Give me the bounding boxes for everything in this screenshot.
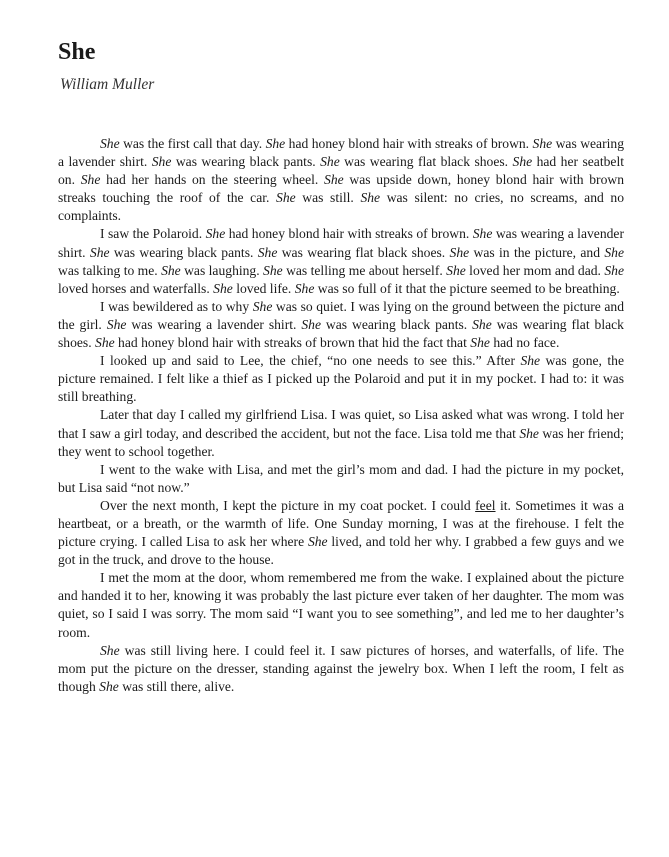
italic-text: She — [604, 244, 624, 260]
text-run: was gone, the picture remained. I felt like a thief as I picked up the Polaroid and put it in my pocket. I had to: it was still breathing. — [58, 353, 624, 405]
italic-text: She — [446, 262, 466, 278]
italic-text: She — [252, 298, 273, 314]
italic-text: She — [449, 244, 470, 260]
italic-text: She — [99, 678, 119, 694]
text-run: was still living here. I could feel it. I saw pictures of horses, and waterfalls, of life. The mom put the picture on the dresser, standing against the jewelry box. When I left the room, I felt as though — [58, 642, 624, 694]
text-run: loved her mom and dad. — [465, 262, 605, 278]
text-run: was upside down, honey blond hair with brown streaks touching the roof of the car. — [58, 172, 624, 206]
italic-text: She — [360, 190, 381, 206]
text-run: I saw the Polaroid. — [100, 226, 206, 242]
text-run: was the first call that day. — [119, 136, 266, 151]
text-run: Later that day I called my girlfriend Lisa. I was quiet, so Lisa asked what was wrong. I told her that I saw a girl today, and described the accident, but not the face. Lisa told me that — [58, 407, 624, 441]
paragraph — [58, 461, 624, 497]
italic-text: She — [307, 534, 328, 550]
italic-text: She — [151, 154, 172, 170]
text-run: had her hands on the steering wheel. — [100, 172, 325, 188]
text-run: was wearing a lavender shirt. — [58, 226, 624, 260]
paragraph — [58, 497, 624, 569]
italic-text: She — [205, 226, 226, 242]
text-run: was talking to me. — [58, 262, 162, 278]
text-run: was silent: no cries, no screams, and no complaints. — [58, 190, 624, 224]
author-byline: William Muller — [60, 76, 155, 93]
underlined-text: feel — [475, 497, 496, 513]
italic-text: She — [604, 262, 624, 278]
text-run: loved life. — [232, 280, 295, 296]
text-run: was still. — [295, 190, 361, 206]
text-run: was laughing. — [180, 262, 264, 278]
italic-text: She — [320, 154, 340, 170]
text-run: I looked up and said to Lee, the chief, “no one needs to see this.” After — [100, 353, 521, 369]
italic-text: She — [301, 316, 321, 332]
italic-text: She — [324, 172, 344, 188]
text-run: was wearing flat black shoes. — [339, 154, 513, 170]
paragraph — [58, 225, 624, 297]
text-run: loved horses and waterfalls. — [58, 280, 214, 296]
text-run: was telling me about herself. — [282, 262, 447, 278]
paragraph — [58, 298, 624, 352]
italic-text: She — [472, 226, 493, 242]
text-run: was wearing a lavender shirt. — [126, 316, 302, 332]
italic-text: She — [276, 190, 296, 206]
text-run: was so full of it that the picture seemed to be breathing. — [314, 280, 620, 296]
story-body — [58, 135, 624, 696]
text-run: was wearing black pants. — [109, 244, 258, 260]
italic-text: She — [100, 136, 120, 151]
text-run: was so quiet. I was lying on the ground between the picture and the girl. — [58, 298, 624, 332]
italic-text: She — [257, 244, 278, 260]
paragraph — [58, 352, 624, 406]
text-run: had honey blond hair with streaks of brown. — [285, 136, 533, 151]
italic-text: She — [265, 136, 286, 151]
paragraph — [58, 569, 624, 641]
paragraph — [58, 406, 624, 460]
document-title: She — [58, 39, 96, 65]
text-run: was still there, alive. — [118, 678, 235, 694]
text-run: had her seatbelt on. — [58, 154, 625, 188]
italic-text: She — [532, 136, 553, 151]
italic-text: She — [161, 262, 181, 278]
text-run: was in the picture, and — [469, 244, 605, 260]
italic-text: She — [100, 642, 120, 658]
italic-text: She — [520, 353, 541, 369]
text-run: had honey blond hair with streaks of brown that hid the fact that — [114, 335, 471, 351]
italic-text: She — [89, 244, 110, 260]
italic-text: She — [263, 262, 283, 278]
italic-text: She — [519, 425, 539, 441]
italic-text: She — [106, 316, 127, 332]
text-run: was wearing a lavender shirt. — [58, 136, 624, 170]
text-run: was wearing flat black shoes. — [277, 244, 450, 260]
italic-text: She — [95, 335, 115, 351]
text-run: it. Sometimes it was a heartbeat, or a breath, or the warmth of life. One Sunday morning, I was at the firehouse. I felt the picture crying. I called Lisa to ask her where — [58, 497, 624, 550]
text-run: was her friend; they went to school together. — [58, 425, 624, 459]
text-run: Over the next month, I kept the picture in my coat pocket. I could — [100, 497, 476, 513]
text-run: was wearing black pants. — [320, 316, 473, 332]
italic-text: She — [294, 280, 315, 296]
italic-text: She — [512, 154, 533, 170]
italic-text: She — [472, 316, 492, 332]
text-run: had honey blond hair with streaks of brown. — [225, 226, 473, 242]
text-run: had no face. — [489, 335, 560, 351]
text-run: I was bewildered as to why — [100, 298, 253, 314]
italic-text: She — [470, 335, 490, 351]
italic-text: She — [213, 280, 233, 296]
text-run: was wearing flat black shoes. — [58, 316, 624, 351]
paragraph — [58, 642, 624, 696]
text-run: I met the mom at the door, whom remembered me from the wake. I explained about the picture and handed it to her, knowing it was probably the last picture ever taken of her daughter. The mom was quiet, so I said I was sorry. The mom said “I want you to see something”, and led me to her daughter’s room. — [58, 570, 624, 640]
paragraph — [58, 135, 624, 225]
text-run: I went to the wake with Lisa, and met the girl’s mom and dad. I had the picture in my pocket, but Lisa said “not now.” — [58, 461, 624, 495]
text-run: lived, and told her why. I grabbed a few guys and we got in the truck, and drove to the house. — [58, 534, 624, 568]
italic-text: She — [80, 172, 101, 188]
text-run: was wearing black pants. — [171, 154, 321, 170]
